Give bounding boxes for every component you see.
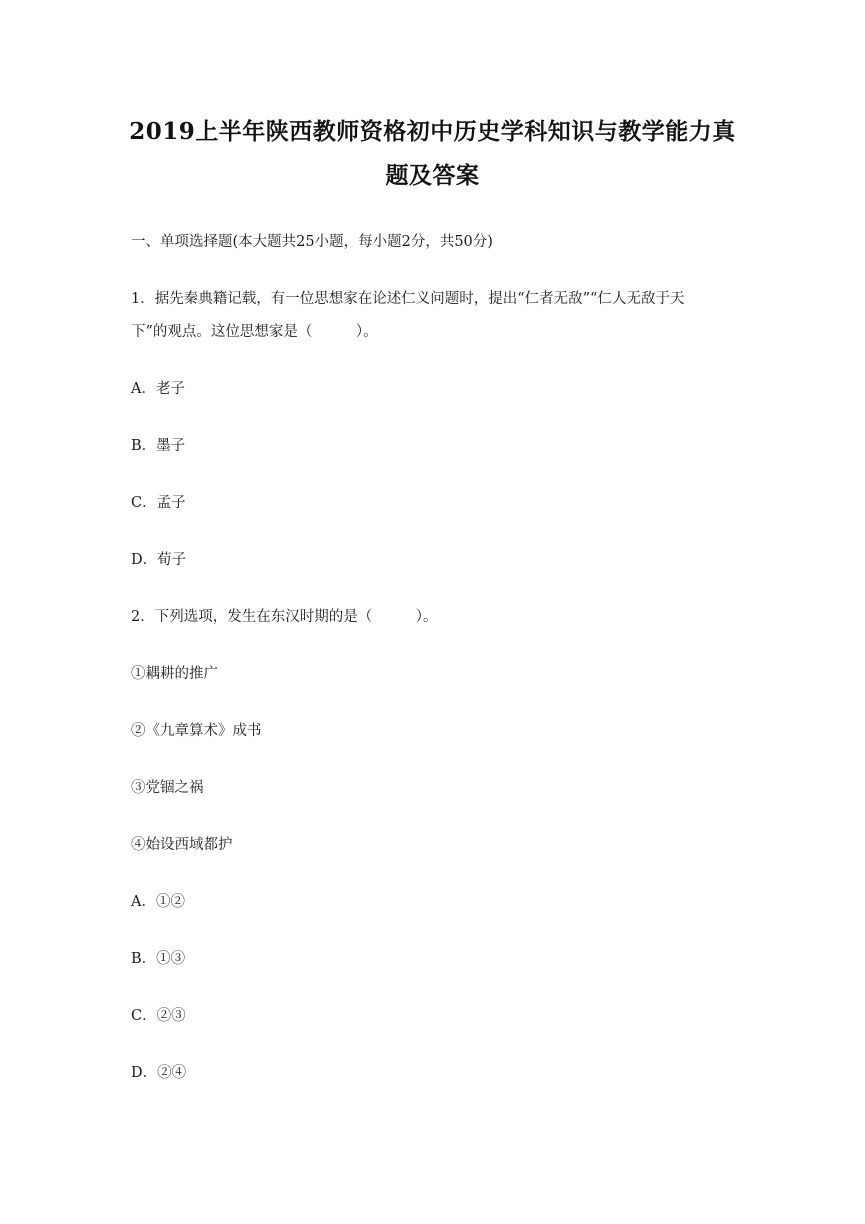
question-1-stem-line-1: 1．据先秦典籍记载，有一位思想家在论述仁义问题时，提出“仁者无敌”“仁人无敌于天 [131,291,685,307]
section-heading: 一、单项选择题(本大题共25小题，每小题2分，共50分) [131,234,493,250]
question-1-option-b: B．墨子 [131,438,186,454]
question-2-option-c: C．②③ [131,1008,186,1024]
document-title-line-2: 题及答案 [385,162,480,189]
question-2-item-2: ②《九章算术》成书 [131,723,262,739]
question-2-option-b: B．①③ [131,951,186,967]
question-2-item-1: ①耦耕的推广 [131,666,218,682]
question-2-option-a: A．①② [131,894,185,910]
question-1-option-a: A．老子 [131,381,185,397]
question-2-item-3: ③党锢之祸 [131,780,204,796]
question-2-stem-line-1: 2．下列选项，发生在东汉时期的是（ ）。 [131,609,438,625]
document-title-line-1: 2019上半年陕西教师资格初中历史学科知识与教学能力真 [129,118,736,145]
question-2-option-d: D．②④ [131,1065,187,1081]
question-1-stem-line-2: 下”的观点。这位思想家是（ ）。 [131,324,378,340]
question-2-item-4: ④始设西域都护 [131,837,233,853]
question-1-option-d: D．荀子 [131,552,187,568]
question-1-option-c: C．孟子 [131,495,186,511]
